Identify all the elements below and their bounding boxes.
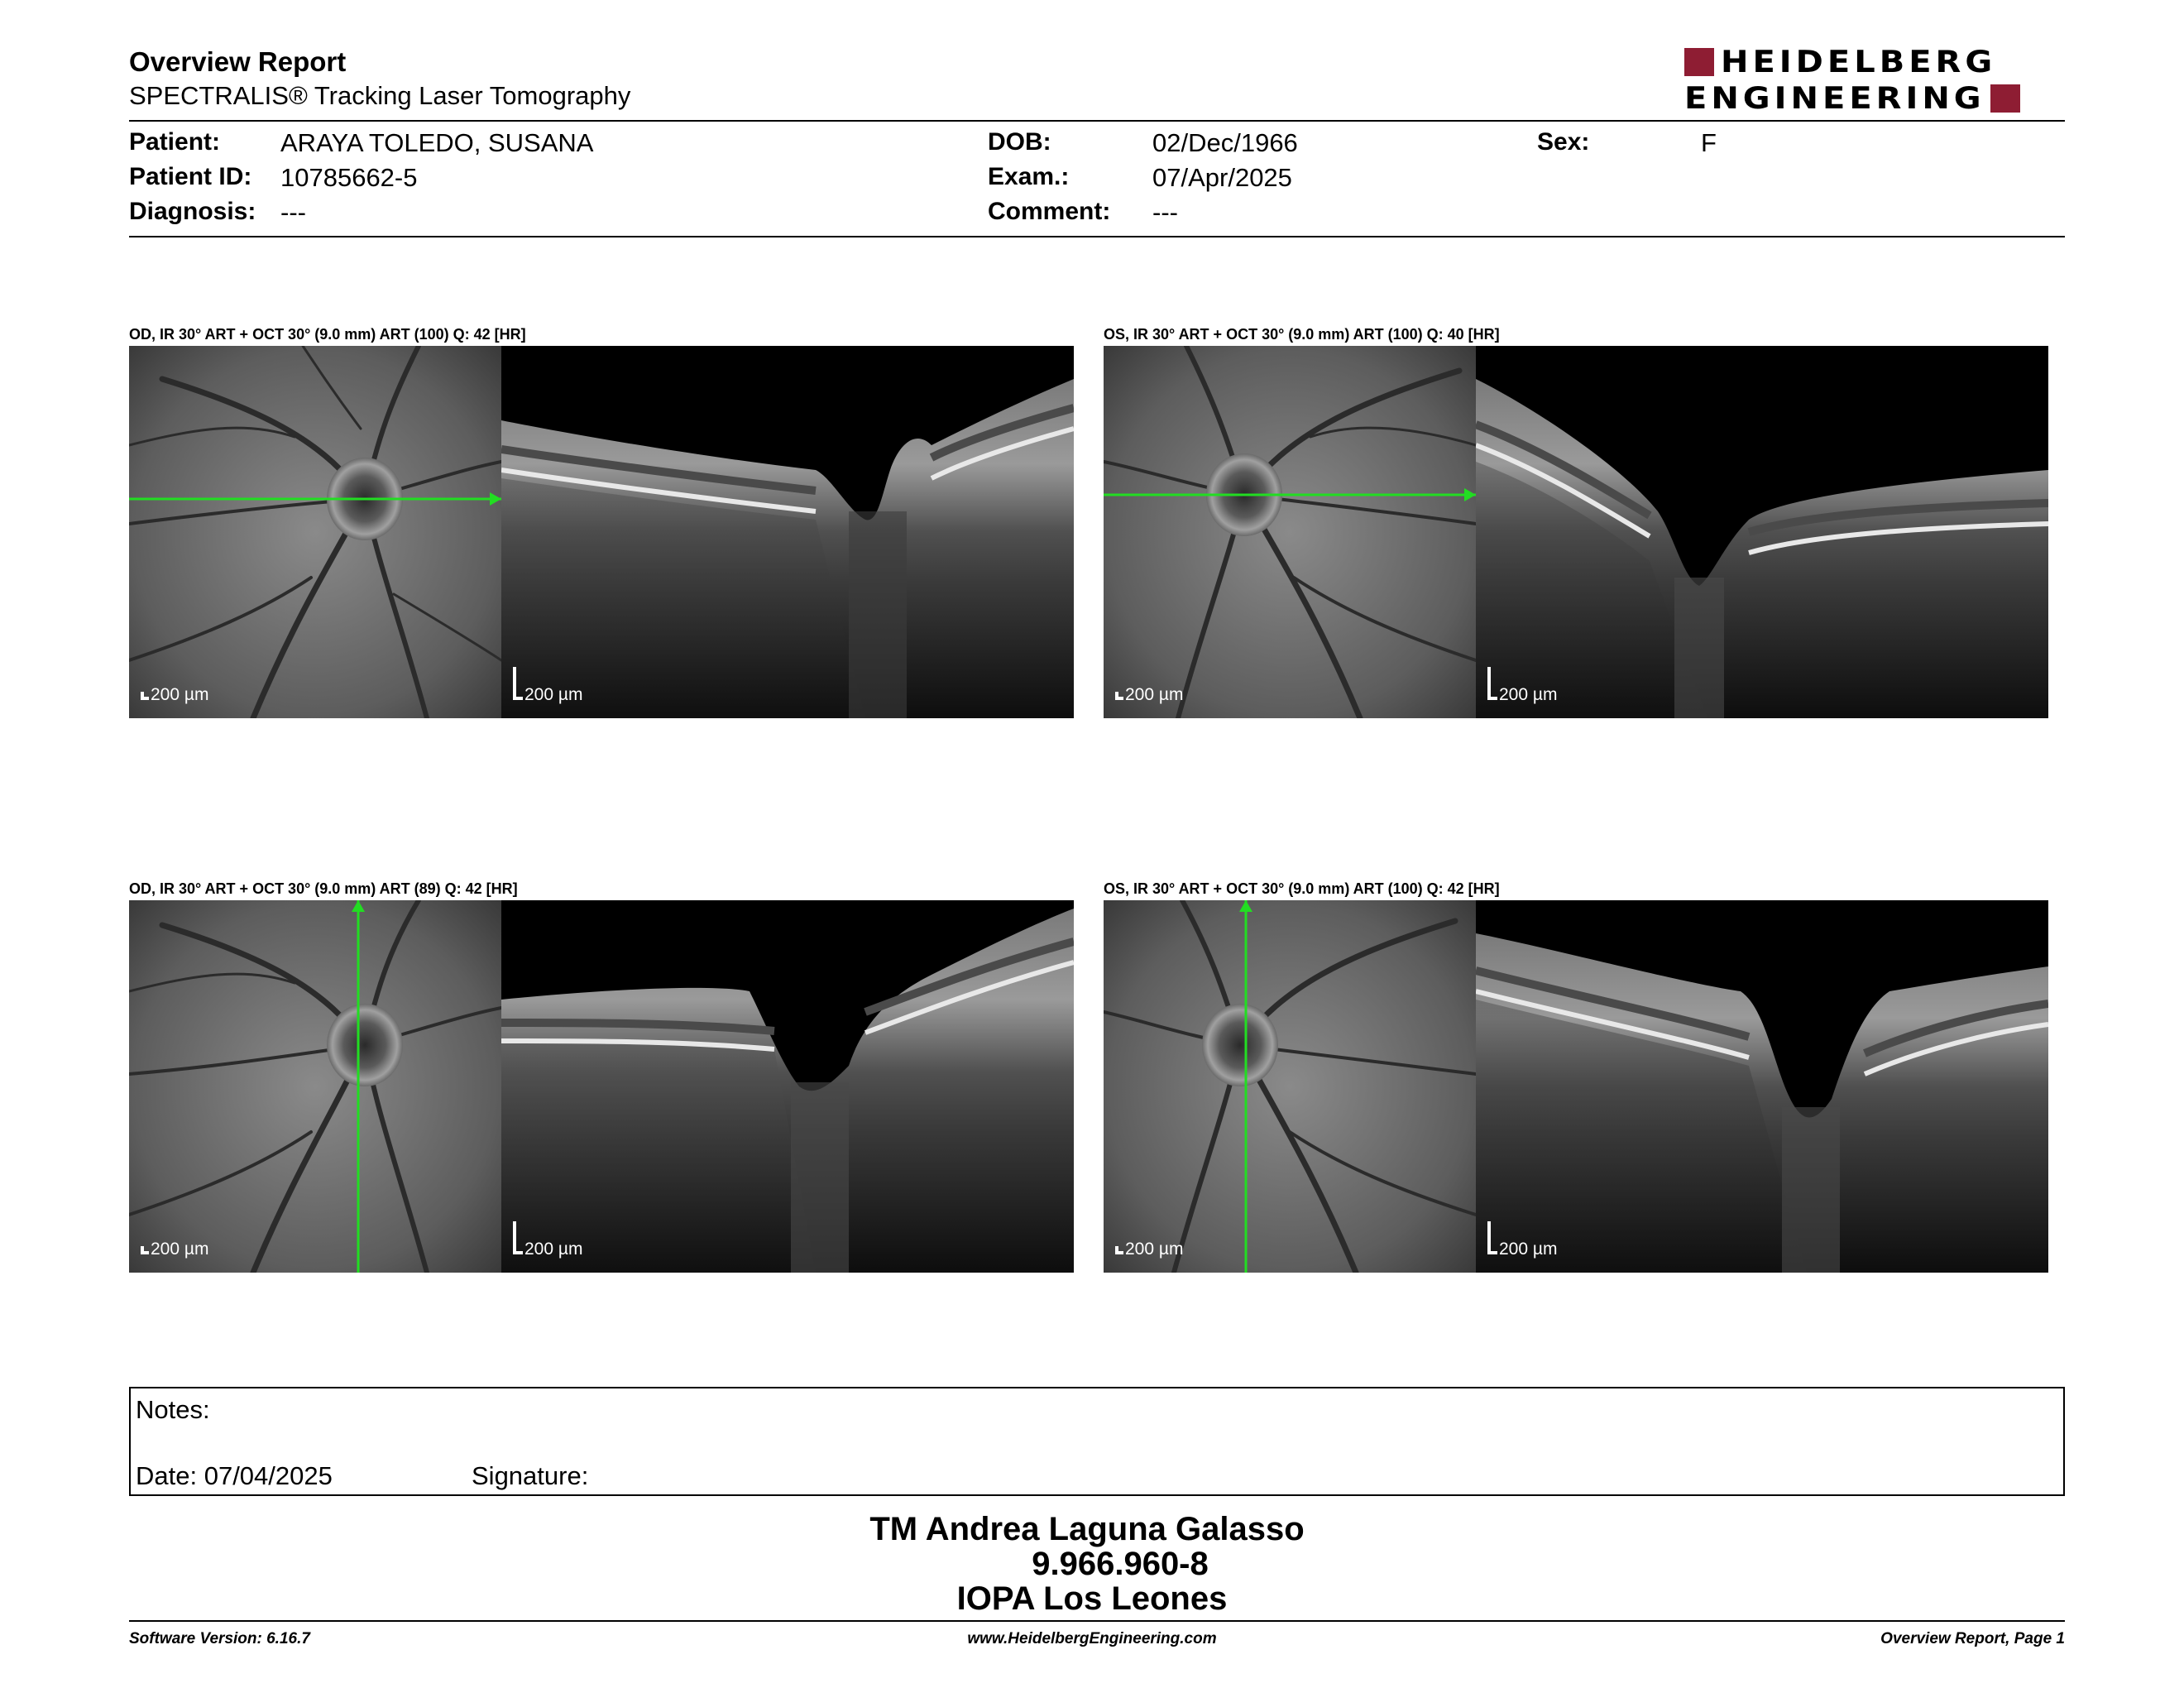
scan-panel-2 [1104, 346, 2048, 718]
patient-label: Patient: [129, 128, 221, 156]
signer-institution: IOPA Los Leones [956, 1580, 1228, 1617]
fundus-scale-label-3: 200 µm [151, 1240, 209, 1259]
diagnosis-value: --- [280, 198, 306, 227]
scan-panel-1 [129, 346, 1074, 718]
bscan-scale-1 [513, 667, 582, 705]
scan-panel-4 [1104, 900, 2048, 1273]
oct-bscan-4 [1476, 900, 2048, 1273]
heidelberg-logo [1684, 46, 2065, 116]
scan-caption-1: OD, IR 30° ART + OCT 30° (9.0 mm) ART (100) Q: 42 [HR] [129, 326, 526, 343]
software-version: Software Version: 6.16.7 [129, 1630, 310, 1647]
oct-bscan-3 [501, 900, 1074, 1273]
fundus-image-3 [129, 900, 501, 1273]
signature-label: Signature: [472, 1461, 589, 1490]
dob-value: 02/Dec/1966 [1152, 128, 1298, 157]
oct-bscan-1 [501, 346, 1074, 718]
footer-rule [129, 1620, 2065, 1622]
notes-box [129, 1387, 2065, 1496]
fundus-image-2 [1104, 346, 1476, 718]
comment-label: Comment: [988, 198, 1111, 225]
website-link[interactable]: www.HeidelbergEngineering.com [967, 1630, 1217, 1647]
fundus-scale-1 [141, 685, 208, 705]
notes-date: Date: 07/04/2025 [136, 1461, 333, 1490]
scan-caption-3: OD, IR 30° ART + OCT 30° (9.0 mm) ART (89) Q: 42 [HR] [129, 880, 518, 897]
patient-id-label: Patient ID: [129, 163, 252, 190]
oct-bscan-2 [1476, 346, 2048, 718]
bscan-scale-2 [1487, 667, 1557, 705]
logo-text-line1: HEIDELBERG [1721, 44, 1997, 80]
bscan-scale-4 [1487, 1221, 1557, 1259]
bscan-scale-3 [513, 1221, 582, 1259]
exam-label: Exam.: [988, 163, 1070, 190]
fundus-image-1 [129, 346, 501, 718]
fundus-scale-4 [1115, 1240, 1183, 1259]
patient-name: ARAYA TOLEDO, SUSANA [280, 128, 594, 157]
scan-caption-2: OS, IR 30° ART + OCT 30° (9.0 mm) ART (100) Q: 40 [HR] [1104, 326, 1500, 343]
fundus-scale-2 [1115, 685, 1183, 705]
report-title: Overview Report [129, 46, 347, 77]
diagnosis-label: Diagnosis: [129, 198, 256, 225]
logo-square-top [1684, 48, 1714, 76]
signer-id: 9.966.960-8 [1032, 1546, 1209, 1582]
notes-label: Notes: [136, 1395, 210, 1424]
fundus-scale-label-1: 200 µm [151, 685, 209, 704]
comment-value: --- [1152, 198, 1178, 227]
dob-label: DOB: [988, 128, 1051, 156]
info-rule [129, 236, 2065, 237]
page-indicator: Overview Report, Page 1 [1880, 1630, 2065, 1647]
logo-row-top [1684, 46, 1996, 78]
fundus-image-4 [1104, 900, 1476, 1273]
patient-id: 10785662-5 [280, 163, 418, 192]
logo-row-bottom [1684, 80, 2020, 117]
fundus-scale-3 [141, 1240, 208, 1259]
sex-label: Sex: [1537, 128, 1590, 156]
scan-caption-4: OS, IR 30° ART + OCT 30° (9.0 mm) ART (100) Q: 42 [HR] [1104, 880, 1500, 897]
report-subtitle: SPECTRALIS® Tracking Laser Tomography [129, 81, 631, 110]
sex-value: F [1701, 128, 1717, 157]
scan-panel-3 [129, 900, 1074, 1273]
fundus-scale-label-2: 200 µm [1125, 685, 1184, 704]
fundus-scale-label-4: 200 µm [1125, 1240, 1184, 1259]
bscan-scale-label-3: 200 µm [524, 1240, 583, 1259]
bscan-scale-label-2: 200 µm [1499, 685, 1558, 704]
bscan-scale-label-4: 200 µm [1499, 1240, 1558, 1259]
logo-text-line2: ENGINEERING [1684, 80, 1985, 117]
logo-square-bottom [1990, 84, 2020, 113]
bscan-scale-label-1: 200 µm [524, 685, 583, 704]
exam-value: 07/Apr/2025 [1152, 163, 1292, 192]
header-rule [129, 120, 2065, 122]
signer-name: TM Andrea Laguna Galasso [869, 1511, 1305, 1547]
